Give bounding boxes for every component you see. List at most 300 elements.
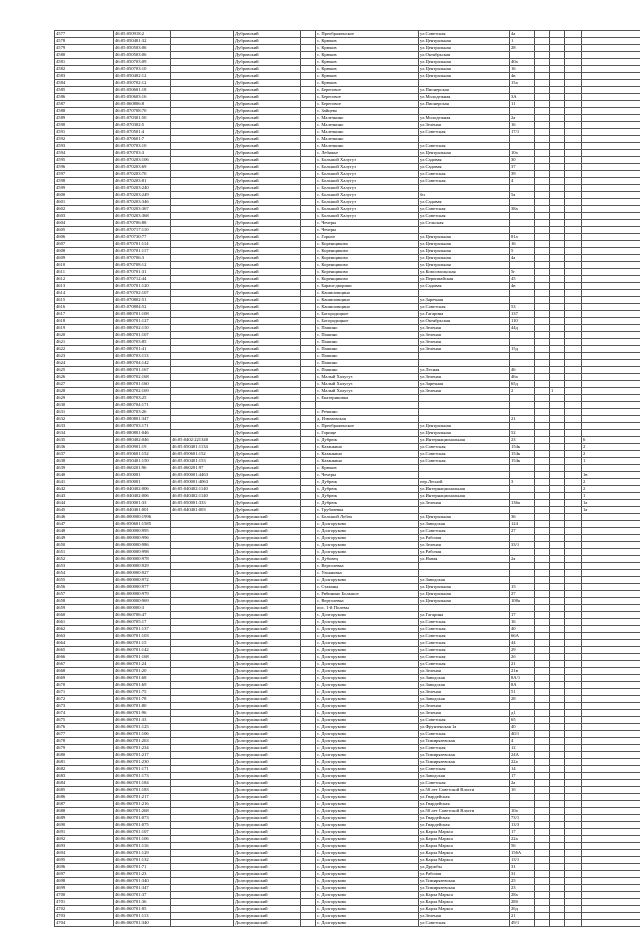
flat-cell xyxy=(550,885,565,892)
district-cell: Дубровский xyxy=(234,465,301,472)
room-cell xyxy=(565,570,582,577)
district-cell: Дубровский xyxy=(234,94,301,101)
cadastral-block-cell: 46:05:080402:046 xyxy=(114,437,171,444)
district-cell: Долгорукинский xyxy=(234,682,301,689)
flat-cell xyxy=(550,577,565,584)
building-cell xyxy=(535,899,550,906)
room-cell xyxy=(565,416,582,423)
flat-cell xyxy=(550,591,565,598)
building-cell xyxy=(535,843,550,850)
row-number-cell: 4621 xyxy=(55,339,114,346)
district-cell: Долгорукинский xyxy=(234,836,301,843)
row-number-cell: 4656 xyxy=(55,584,114,591)
row-number-cell: 4596 xyxy=(55,164,114,171)
cadastral-number-cell xyxy=(171,920,234,927)
flat-cell xyxy=(550,381,565,388)
district-cell: Дубровский xyxy=(234,367,301,374)
street-cell: ул.Дружбы xyxy=(419,864,510,871)
building-cell xyxy=(535,199,550,206)
room-cell xyxy=(565,206,582,213)
room-cell xyxy=(565,157,582,164)
note-cell xyxy=(582,822,640,829)
flat-cell xyxy=(550,283,565,290)
building-cell xyxy=(535,346,550,353)
flat-cell xyxy=(550,101,565,108)
district-cell: Долгорукинский xyxy=(234,556,301,563)
locality-cell: с. Казанкино xyxy=(316,444,419,451)
house-cell xyxy=(510,220,535,227)
table-row xyxy=(55,171,640,178)
cadastral-block-cell: 46:05:050918:2 xyxy=(114,31,171,38)
note-cell xyxy=(582,87,640,94)
building-cell xyxy=(535,556,550,563)
row-number-cell: 4622 xyxy=(55,346,114,353)
row-number-cell: 4694 xyxy=(55,850,114,857)
note-cell xyxy=(582,31,640,38)
table-row xyxy=(55,332,640,339)
room-cell xyxy=(565,402,582,409)
extra-cell xyxy=(301,38,316,45)
cadastral-block-cell: 46:06:060701:263 xyxy=(114,738,171,745)
cadastral-block-cell: 46:05:080701:41 xyxy=(114,346,171,353)
row-number-cell: 4638 xyxy=(55,458,114,465)
cadastral-block-cell: 46:06:060701:234 xyxy=(114,745,171,752)
building-cell xyxy=(535,318,550,325)
locality-cell: с. Коренщиково xyxy=(316,262,419,269)
room-cell xyxy=(565,899,582,906)
cadastral-number-cell xyxy=(171,787,234,794)
locality-cell: с. Малечкино xyxy=(316,143,419,150)
flat-cell xyxy=(550,360,565,367)
row-number-cell: 4620 xyxy=(55,332,114,339)
locality-cell: с. Долгоруково xyxy=(316,892,419,899)
house-cell: 17/1 xyxy=(510,129,535,136)
note-cell xyxy=(582,766,640,773)
row-number-cell: 4623 xyxy=(55,353,114,360)
flat-cell xyxy=(550,269,565,276)
note-cell xyxy=(582,59,640,66)
cadastral-block-cell: 46:05:080703:26 xyxy=(114,409,171,416)
table-row xyxy=(55,920,640,927)
house-cell: 65д xyxy=(510,381,535,388)
house-cell xyxy=(510,353,535,360)
extra-cell xyxy=(301,87,316,94)
building-cell xyxy=(535,864,550,871)
extra-cell xyxy=(301,619,316,626)
district-cell: Дубровский xyxy=(234,409,301,416)
district-cell: Дубровский xyxy=(234,150,301,157)
cadastral-block-cell: 46:05:070703:3 xyxy=(114,150,171,157)
cadastral-number-cell xyxy=(171,675,234,682)
extra-cell xyxy=(301,752,316,759)
cadastral-number-cell xyxy=(171,164,234,171)
table-row xyxy=(55,318,640,325)
cadastral-block-cell: 46:05:070706:88 xyxy=(114,220,171,227)
street-cell xyxy=(419,80,510,87)
street-cell: ул.Советская xyxy=(419,619,510,626)
cadastral-number-cell xyxy=(171,899,234,906)
cadastral-block-cell: 46:06:060701:075 xyxy=(114,822,171,829)
locality-cell: с. Кашиповщино xyxy=(316,304,419,311)
locality-cell: с. Долгоруково xyxy=(316,612,419,619)
note-cell xyxy=(582,710,640,717)
building-cell xyxy=(535,73,550,80)
table-row xyxy=(55,647,640,654)
row-number-cell: 4687 xyxy=(55,801,114,808)
flat-cell xyxy=(550,451,565,458)
locality-cell: с. Малечкино xyxy=(316,136,419,143)
house-cell: 15д xyxy=(510,346,535,353)
flat-cell xyxy=(550,661,565,668)
flat-cell xyxy=(550,318,565,325)
district-cell: Долгорукинский xyxy=(234,605,301,612)
table-row xyxy=(55,423,640,430)
row-number-cell: 4664 xyxy=(55,640,114,647)
cadastral-block-cell: 46:06:060706:47 xyxy=(114,612,171,619)
building-cell xyxy=(535,906,550,913)
cadastral-number-cell xyxy=(171,878,234,885)
street-cell: ул.Советская xyxy=(419,206,510,213)
cadastral-number-cell xyxy=(171,647,234,654)
flat-cell xyxy=(550,94,565,101)
building-cell xyxy=(535,129,550,136)
cadastral-number-cell xyxy=(171,619,234,626)
building-cell xyxy=(535,353,550,360)
row-number-cell: 4611 xyxy=(55,269,114,276)
extra-cell xyxy=(301,745,316,752)
locality-cell: с. Дубрюк xyxy=(316,486,419,493)
extra-cell xyxy=(301,640,316,647)
room-cell xyxy=(565,213,582,220)
building-cell xyxy=(535,710,550,717)
house-cell: 49/1 xyxy=(510,920,535,927)
note-cell xyxy=(582,73,640,80)
cadastral-number-cell xyxy=(171,906,234,913)
room-cell xyxy=(565,150,582,157)
street-cell: ул.Советская xyxy=(419,647,510,654)
cadastral-block-cell: 46:06:000000:977 xyxy=(114,584,171,591)
note-cell xyxy=(582,780,640,787)
room-cell xyxy=(565,654,582,661)
flat-cell xyxy=(550,311,565,318)
building-cell xyxy=(535,388,550,395)
district-cell: Дубровский xyxy=(234,220,301,227)
cadastral-number-cell xyxy=(171,584,234,591)
house-cell: 21в xyxy=(510,668,535,675)
locality-cell: с. Малечкино xyxy=(316,129,419,136)
district-cell: Дубровский xyxy=(234,241,301,248)
table-row xyxy=(55,759,640,766)
street-cell xyxy=(419,185,510,192)
extra-cell xyxy=(301,360,316,367)
house-cell: 16 xyxy=(510,66,535,73)
house-cell xyxy=(510,570,535,577)
district-cell: Дубровский xyxy=(234,311,301,318)
house-cell: 10а xyxy=(510,808,535,815)
street-cell: ул.Гвардейская xyxy=(419,815,510,822)
building-cell xyxy=(535,892,550,899)
row-number-cell: 4655 xyxy=(55,577,114,584)
locality-cell: с. Долгоруково xyxy=(316,829,419,836)
house-cell: 5а xyxy=(510,192,535,199)
building-cell xyxy=(535,101,550,108)
row-number-cell: 4671 xyxy=(55,689,114,696)
row-number-cell: 4631 xyxy=(55,409,114,416)
row-number-cell: 4686 xyxy=(55,794,114,801)
district-cell: Долгорукинский xyxy=(234,612,301,619)
flat-cell xyxy=(550,633,565,640)
row-number-cell: 4632 xyxy=(55,416,114,423)
flat-cell xyxy=(550,38,565,45)
table-row xyxy=(55,724,640,731)
flat-cell xyxy=(550,829,565,836)
building-cell xyxy=(535,31,550,38)
cadastral-block-cell: 46:05:070702:107 xyxy=(114,290,171,297)
flat-cell xyxy=(550,507,565,514)
house-cell xyxy=(510,143,535,150)
building-cell xyxy=(535,381,550,388)
cadastral-number-cell xyxy=(171,171,234,178)
building-cell xyxy=(535,787,550,794)
table-row xyxy=(55,507,640,514)
cadastral-number-cell xyxy=(171,780,234,787)
locality-cell: с. Рябинино Большое xyxy=(316,591,419,598)
room-cell xyxy=(565,668,582,675)
table-row xyxy=(55,836,640,843)
note-cell xyxy=(582,346,640,353)
table-row xyxy=(55,570,640,577)
extra-cell xyxy=(301,549,316,556)
cadastral-number-cell: 46:05:040402:1140 xyxy=(171,486,234,493)
cadastral-block-cell: 46:05:070703:10 xyxy=(114,143,171,150)
building-cell xyxy=(535,500,550,507)
building-cell xyxy=(535,45,550,52)
row-number-cell: 4637 xyxy=(55,451,114,458)
extra-cell xyxy=(301,871,316,878)
building-cell xyxy=(535,115,550,122)
flat-cell xyxy=(550,521,565,528)
building-cell xyxy=(535,640,550,647)
note-cell xyxy=(582,514,640,521)
flat-cell xyxy=(550,605,565,612)
cadastral-block-cell: 46:05:070701:117 xyxy=(114,248,171,255)
cadastral-number-cell xyxy=(171,913,234,920)
house-cell: 25 xyxy=(510,878,535,885)
cadastral-block-cell: 46:05:050001 xyxy=(114,472,171,479)
table-row xyxy=(55,346,640,353)
cadastral-number-cell xyxy=(171,199,234,206)
locality-cell: с. Малый Халугуз xyxy=(316,388,419,395)
note-cell xyxy=(582,178,640,185)
locality-cell: с. Богородицкое xyxy=(316,318,419,325)
extra-cell xyxy=(301,122,316,129)
street-cell: ул.Заводская xyxy=(419,675,510,682)
cadastral-block-cell: 46:06:060701:116 xyxy=(114,843,171,850)
cadastral-number-cell xyxy=(171,857,234,864)
district-cell: Долгорукинский xyxy=(234,619,301,626)
cadastral-block-cell: 46:05:070708:12 xyxy=(114,262,171,269)
flat-cell xyxy=(550,808,565,815)
extra-cell xyxy=(301,164,316,171)
street-cell: ул.Советская xyxy=(419,213,510,220)
note-cell xyxy=(582,892,640,899)
cadastral-number-cell xyxy=(171,381,234,388)
cadastral-number-cell xyxy=(171,80,234,87)
note-cell xyxy=(582,45,640,52)
extra-cell xyxy=(301,500,316,507)
table-row xyxy=(55,654,640,661)
table-row xyxy=(55,220,640,227)
building-cell xyxy=(535,94,550,101)
note-cell xyxy=(582,752,640,759)
extra-cell xyxy=(301,521,316,528)
flat-cell xyxy=(550,850,565,857)
extra-cell xyxy=(301,675,316,682)
room-cell xyxy=(565,66,582,73)
district-cell: Дубровский xyxy=(234,451,301,458)
street-cell: ул.Советская xyxy=(419,458,510,465)
cadastral-block-cell: 46:06:060701:340 xyxy=(114,920,171,927)
district-cell: Долгорукинский xyxy=(234,647,301,654)
note-cell xyxy=(582,717,640,724)
building-cell xyxy=(535,262,550,269)
extra-cell xyxy=(301,234,316,241)
table-row xyxy=(55,703,640,710)
room-cell xyxy=(565,136,582,143)
room-cell xyxy=(565,556,582,563)
room-cell xyxy=(565,766,582,773)
house-cell: 24А xyxy=(510,752,535,759)
room-cell xyxy=(565,829,582,836)
house-cell: 21 xyxy=(510,416,535,423)
cadastral-block-cell: 46:06:060701:85 xyxy=(114,906,171,913)
building-cell xyxy=(535,248,550,255)
room-cell xyxy=(565,479,582,486)
table-row xyxy=(55,752,640,759)
street-cell: ул.Карла Маркса xyxy=(419,829,510,836)
street-cell: ул.Молодежная xyxy=(419,115,510,122)
extra-cell xyxy=(301,591,316,598)
table-row xyxy=(55,801,640,808)
district-cell: Дубровский xyxy=(234,388,301,395)
room-cell xyxy=(565,486,582,493)
flat-cell xyxy=(550,66,565,73)
cadastral-block-cell: 46:05:080704:171 xyxy=(114,402,171,409)
extra-cell xyxy=(301,717,316,724)
street-cell: ул.Зеленая xyxy=(419,122,510,129)
row-number-cell: 4692 xyxy=(55,836,114,843)
district-cell: Долгорукинский xyxy=(234,815,301,822)
room-cell xyxy=(565,234,582,241)
building-cell xyxy=(535,269,550,276)
extra-cell xyxy=(301,514,316,521)
cadastral-block-cell: 46:05:080702:168 xyxy=(114,374,171,381)
district-cell: Долгорукинский xyxy=(234,535,301,542)
cadastral-number-cell xyxy=(171,416,234,423)
house-cell xyxy=(510,605,535,612)
district-cell: Долгорукинский xyxy=(234,801,301,808)
building-cell xyxy=(535,878,550,885)
flat-cell xyxy=(550,745,565,752)
cadastral-block-cell: 46:05:070706:3 xyxy=(114,255,171,262)
building-cell xyxy=(535,836,550,843)
row-number-cell: 4661 xyxy=(55,619,114,626)
house-cell: 136а xyxy=(510,500,535,507)
district-cell: Долгорукинский xyxy=(234,920,301,927)
room-cell xyxy=(565,724,582,731)
house-cell: 26д xyxy=(510,906,535,913)
building-cell xyxy=(535,647,550,654)
house-cell: 13/3 xyxy=(510,822,535,829)
row-number-cell: 4630 xyxy=(55,402,114,409)
building-cell xyxy=(535,521,550,528)
row-number-cell: 4697 xyxy=(55,871,114,878)
row-number-cell: 4579 xyxy=(55,45,114,52)
house-cell xyxy=(510,262,535,269)
room-cell xyxy=(565,920,582,927)
extra-cell xyxy=(301,738,316,745)
table-row xyxy=(55,451,640,458)
flat-cell xyxy=(550,80,565,87)
house-cell: 154к xyxy=(510,444,535,451)
cadastral-number-cell xyxy=(171,332,234,339)
district-cell: Дубровский xyxy=(234,59,301,66)
street-cell: ул.Лесная xyxy=(419,367,510,374)
table-row xyxy=(55,745,640,752)
district-cell: Долгорукинский xyxy=(234,745,301,752)
district-cell: Дубровский xyxy=(234,45,301,52)
flat-cell xyxy=(550,199,565,206)
note-cell xyxy=(582,528,640,535)
flat-cell xyxy=(550,402,565,409)
building-cell xyxy=(535,745,550,752)
note-cell xyxy=(582,640,640,647)
flat-cell xyxy=(550,409,565,416)
room-cell xyxy=(565,633,582,640)
room-cell xyxy=(565,283,582,290)
note-cell xyxy=(582,101,640,108)
building-cell xyxy=(535,759,550,766)
table-row xyxy=(55,682,640,689)
flat-cell xyxy=(550,276,565,283)
flat-cell xyxy=(550,493,565,500)
cadastral-number-cell xyxy=(171,115,234,122)
cadastral-block-cell: 46:06:060701:217 xyxy=(114,752,171,759)
cadastral-number-cell xyxy=(171,234,234,241)
locality-cell: с. Долгоруково xyxy=(316,661,419,668)
table-row xyxy=(55,458,640,465)
room-cell xyxy=(565,192,582,199)
flat-cell xyxy=(550,178,565,185)
table-row xyxy=(55,339,640,346)
cadastral-number-cell xyxy=(171,248,234,255)
district-cell: Долгорукинский xyxy=(234,591,301,598)
table-row xyxy=(55,612,640,619)
house-cell: 12 xyxy=(510,745,535,752)
table-row xyxy=(55,822,640,829)
street-cell: ул.Советская xyxy=(419,780,510,787)
extra-cell xyxy=(301,150,316,157)
house-cell xyxy=(510,493,535,500)
cadastral-number-cell xyxy=(171,682,234,689)
room-cell xyxy=(565,612,582,619)
locality-cell: с. Крюков xyxy=(316,73,419,80)
house-cell: 31 xyxy=(510,864,535,871)
house-cell: 8А/1 xyxy=(510,675,535,682)
note-cell xyxy=(582,430,640,437)
cadastral-block-cell: 46:06:060701:129 xyxy=(114,850,171,857)
district-cell: Дубровский xyxy=(234,479,301,486)
